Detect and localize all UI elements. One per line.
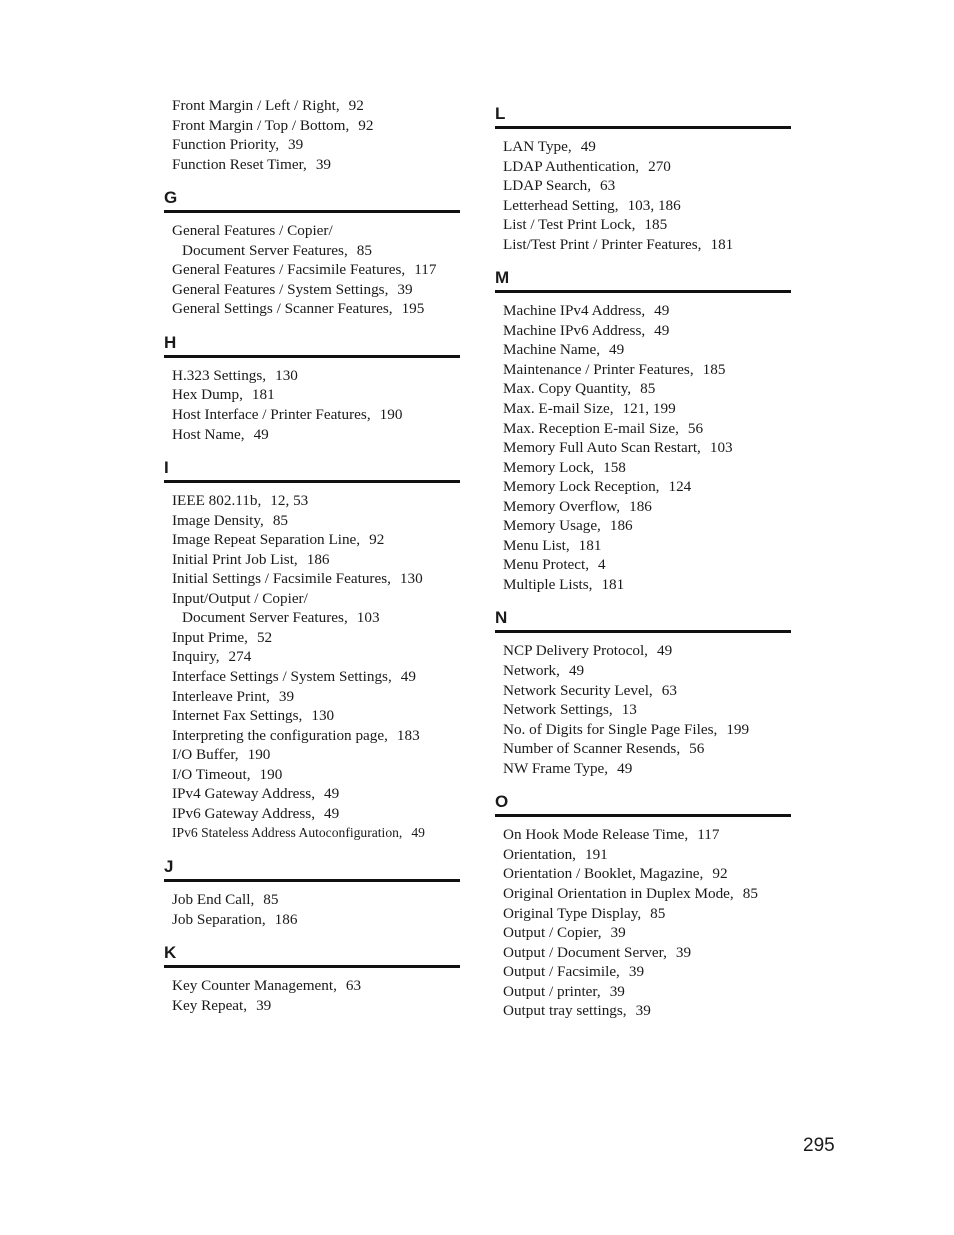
index-section-i: [164, 450, 460, 843]
entry-page-ref: 63: [600, 177, 616, 195]
entry-page-ref: 49: [580, 138, 596, 155]
index-entry-list: [164, 96, 460, 174]
index-entry: [172, 366, 460, 386]
index-entry: [503, 575, 791, 595]
section-header: [164, 450, 460, 483]
index-entry: [503, 739, 791, 759]
index-entry: [503, 641, 791, 661]
entry-term-continuation-text: Document Server Features,: [182, 241, 348, 259]
entry-page-ref: 185: [644, 216, 668, 234]
entry-term: Memory Lock Reception,: [503, 478, 660, 496]
index-entry: [503, 536, 791, 556]
section-letter: M: [495, 268, 510, 288]
entry-term: Network,: [503, 662, 560, 680]
index-entry-list: [164, 366, 460, 444]
index-entry: [503, 419, 791, 439]
index-entry: [172, 996, 460, 1016]
entry-page-ref: 49: [568, 662, 585, 680]
entry-page-ref: 12, 53: [270, 492, 309, 510]
section-header: [495, 784, 791, 817]
entry-page-ref: 85: [356, 241, 372, 259]
index-entry: [172, 745, 460, 765]
index-entry: [503, 497, 791, 517]
entry-term: Menu Protect,: [503, 556, 590, 574]
entry-term: Output / printer,: [503, 982, 601, 1000]
page-number: 295: [803, 1135, 835, 1156]
index-entry: [503, 340, 791, 360]
index-entry: [503, 661, 791, 681]
entry-term: Initial Print Job List,: [172, 550, 298, 568]
entry-page-ref: 49: [400, 668, 416, 686]
index-entry-list: [495, 825, 791, 1020]
entry-page-ref: 195: [401, 300, 425, 318]
entry-page-ref: 103: [356, 609, 380, 627]
entry-term: Hex Dump,: [172, 386, 243, 404]
index-section-continued: [164, 96, 460, 174]
entry-term: General Features / Copier/: [172, 222, 333, 240]
entry-term: Max. E-mail Size,: [503, 400, 614, 418]
index-entry: [172, 765, 460, 785]
index-entry: [503, 516, 791, 536]
entry-term: Job End Call,: [172, 890, 255, 908]
entry-page-ref: 39: [278, 687, 295, 705]
index-entry: [503, 681, 791, 701]
entry-page-ref: 121, 199: [622, 400, 676, 418]
index-entry: [503, 137, 791, 157]
section-letter: G: [164, 188, 178, 208]
entry-term: Output / Document Server,: [503, 943, 667, 961]
entry-page-ref: 190: [259, 765, 283, 783]
index-entry: [503, 215, 791, 235]
entry-term: Input/Output / Copier/: [172, 589, 308, 607]
entry-page-ref: 181: [710, 235, 734, 253]
entry-page-ref: 49: [617, 759, 633, 777]
entry-term: H.323 Settings,: [172, 366, 267, 384]
index-entry: [172, 550, 460, 570]
entry-page-ref: 63: [345, 977, 362, 995]
section-letter: N: [495, 608, 508, 628]
entry-term: Initial Settings / Facsimile Features,: [172, 570, 391, 588]
entry-term: General Features / System Settings,: [172, 280, 389, 298]
entry-page-ref: 39: [315, 155, 332, 173]
section-letter: L: [495, 104, 506, 123]
entry-term: NW Frame Type,: [503, 759, 609, 777]
index-entry: [172, 706, 460, 726]
index-section-n: [495, 600, 791, 778]
index-entry: [172, 589, 460, 628]
section-letter: K: [164, 943, 177, 963]
entry-term: Machine IPv4 Address,: [503, 302, 646, 320]
entry-term: Function Reset Timer,: [172, 155, 307, 173]
entry-term: Menu List,: [503, 536, 570, 554]
entry-page-ref: 92: [369, 531, 385, 549]
entry-term: Function Priority,: [172, 136, 280, 154]
entry-page-ref: 92: [712, 865, 728, 883]
entry-term: Job Separation,: [172, 910, 266, 928]
index-entry: [172, 804, 460, 824]
entry-page-ref: 130: [311, 707, 335, 725]
entry-term: NCP Delivery Protocol,: [503, 642, 648, 660]
entry-term: LDAP Search,: [503, 177, 592, 195]
entry-term: Multiple Lists,: [503, 575, 593, 593]
entry-term: Orientation / Booklet, Magazine,: [503, 865, 704, 883]
entry-page-ref: 130: [399, 570, 423, 588]
entry-term: List/Test Print / Printer Features,: [503, 235, 702, 253]
index-section-j: [164, 849, 460, 929]
index-entry: [503, 923, 791, 943]
entry-term: Orientation,: [503, 845, 576, 863]
entry-page-ref: 39: [256, 996, 272, 1014]
entry-term: Max. Reception E-mail Size,: [503, 419, 679, 437]
entry-page-ref: 181: [578, 536, 602, 554]
entry-page-ref: 85: [650, 904, 666, 922]
index-entry: [503, 720, 791, 740]
entry-term: On Hook Mode Release Time,: [503, 826, 689, 844]
section-letter: H: [164, 332, 177, 352]
index-entry: [503, 321, 791, 341]
index-entry: [503, 176, 791, 196]
index-entry: [503, 864, 791, 884]
entry-term: Interleave Print,: [172, 687, 270, 705]
section-header: [495, 600, 791, 633]
index-section-l: [495, 96, 791, 254]
entry-term: Network Security Level,: [503, 681, 653, 699]
index-entry: [503, 1001, 791, 1021]
entry-page-ref: 39: [628, 963, 645, 981]
entry-term: General Settings / Scanner Features,: [172, 300, 393, 318]
entry-term: Inquiry,: [172, 648, 220, 666]
index-entry: [172, 569, 460, 589]
entry-page-ref: 181: [601, 575, 625, 593]
index-entry-list: [495, 301, 791, 594]
entry-page-ref: 85: [272, 511, 288, 529]
entry-term: LDAP Authentication,: [503, 157, 640, 175]
entry-page-ref: 49: [654, 321, 670, 339]
entry-page-ref: 85: [640, 380, 656, 398]
entry-term: LAN Type,: [503, 138, 572, 155]
entry-page-ref: 130: [275, 366, 298, 384]
entry-page-ref: 185: [702, 360, 726, 378]
entry-term: Front Margin / Left / Right,: [172, 97, 340, 114]
entry-term: List / Test Print Lock,: [503, 216, 636, 234]
index-entry: [503, 759, 791, 779]
entry-page-ref: 39: [397, 280, 413, 298]
entry-term: IPv6 Stateless Address Autoconfiguration,: [172, 825, 403, 841]
index-entry: [172, 299, 460, 319]
index-entry: [172, 628, 460, 648]
index-entry-list: [164, 890, 460, 929]
entry-term: I/O Timeout,: [172, 765, 251, 783]
index-entry: [172, 491, 460, 511]
entry-term: Internet Fax Settings,: [172, 707, 303, 725]
entry-term: Number of Scanner Resends,: [503, 740, 681, 758]
index-entry: [172, 385, 460, 405]
entry-term: IPv6 Gateway Address,: [172, 804, 315, 822]
index-entry: [172, 135, 460, 155]
index-entry: [503, 360, 791, 380]
entry-page-ref: 158: [603, 458, 626, 476]
index-entry: [503, 884, 791, 904]
entry-page-ref: 186: [274, 910, 298, 928]
index-entry: [503, 943, 791, 963]
entry-term: Original Orientation in Duplex Mode,: [503, 884, 734, 902]
entry-term: Image Repeat Separation Line,: [172, 531, 361, 549]
section-header: [164, 180, 460, 213]
section-header: [164, 325, 460, 358]
entry-term-continuation-text: Document Server Features,: [182, 609, 348, 627]
entry-page-ref: 39: [635, 1002, 651, 1020]
section-letter: I: [164, 458, 169, 478]
entry-page-ref: 186: [306, 550, 330, 568]
section-header: [495, 260, 791, 293]
section-header: [164, 849, 460, 882]
entry-term: Host Name,: [172, 425, 245, 443]
index-entry: [172, 784, 460, 804]
index-entry-list: [495, 137, 791, 254]
entry-page-ref: 270: [648, 157, 671, 175]
entry-term: Output / Facsimile,: [503, 963, 620, 981]
entry-page-ref: 92: [358, 116, 374, 134]
entry-page-ref: 186: [629, 497, 652, 515]
entry-page-ref: 183: [396, 726, 420, 744]
entry-page-ref: 39: [610, 924, 626, 942]
index-entry: [503, 438, 791, 458]
index-entry: [503, 157, 791, 177]
index-entry: [172, 667, 460, 687]
entry-term: Original Type Display,: [503, 904, 642, 922]
index-entry: [172, 405, 460, 425]
entry-page-ref: 13: [621, 701, 637, 719]
index-entry: [172, 976, 460, 996]
index-entry: [172, 823, 460, 843]
entry-page-ref: 124: [668, 478, 692, 496]
entry-page-ref: 191: [584, 845, 608, 863]
entry-page-ref: 52: [256, 628, 273, 646]
index-entry: [172, 280, 460, 300]
index-entry: [172, 425, 460, 445]
entry-term: Output / Copier,: [503, 924, 602, 942]
index-entry: [503, 555, 791, 575]
index-column-right: [495, 96, 791, 1027]
entry-page-ref: 85: [742, 884, 758, 902]
index-section-m: [495, 260, 791, 594]
index-entry: [503, 700, 791, 720]
entry-page-ref: 63: [661, 681, 677, 699]
entry-term: Interface Settings / System Settings,: [172, 668, 392, 686]
index-entry: [172, 116, 460, 136]
entry-page-ref: 190: [379, 406, 403, 424]
index-entry-list: [164, 221, 460, 319]
entry-page-ref: 103: [709, 439, 733, 457]
section-letter: O: [495, 792, 509, 812]
index-entry: [172, 511, 460, 531]
entry-page-ref: 39: [288, 136, 304, 154]
entry-page-ref: 39: [609, 982, 625, 1000]
index-entry: [503, 825, 791, 845]
entry-term: Output tray settings,: [503, 1002, 627, 1020]
entry-page-ref: 117: [414, 261, 437, 279]
entry-term: Front Margin / Top / Bottom,: [172, 116, 350, 134]
entry-page-ref: 49: [654, 302, 670, 320]
entry-page-ref: 39: [675, 943, 692, 961]
entry-page-ref: 199: [726, 720, 750, 738]
index-entry: [503, 982, 791, 1002]
index-section-k: [164, 935, 460, 1015]
index-entry: [503, 477, 791, 497]
entry-term: IEEE 802.11b,: [172, 492, 262, 510]
section-header: [164, 935, 460, 968]
entry-page-ref: 103, 186: [627, 196, 681, 214]
entry-term: Network Settings,: [503, 701, 613, 719]
index-entry: [172, 910, 460, 930]
entry-term: Interpreting the configuration page,: [172, 726, 388, 744]
entry-term: Memory Usage,: [503, 517, 601, 535]
entry-page-ref: 49: [609, 341, 625, 359]
index-entry: [172, 726, 460, 746]
entry-term: Memory Lock,: [503, 458, 595, 476]
index-section-h: [164, 325, 460, 444]
entry-term: Key Repeat,: [172, 996, 248, 1014]
index-entry-list: [164, 491, 460, 843]
entry-term: Image Density,: [172, 511, 264, 529]
entry-term: General Features / Facsimile Features,: [172, 261, 406, 279]
entry-term-continuation: [172, 608, 460, 628]
entry-term: Letterhead Setting,: [503, 196, 619, 214]
index-entry: [172, 155, 460, 175]
index-entry: [172, 260, 460, 280]
index-entry: [503, 458, 791, 478]
section-letter: J: [164, 856, 174, 876]
entry-term: Key Counter Management,: [172, 977, 337, 995]
index-entry: [503, 235, 791, 255]
index-entry: [503, 904, 791, 924]
entry-term: Memory Overflow,: [503, 497, 621, 515]
entry-page-ref: 274: [228, 648, 252, 666]
index-entry: [503, 845, 791, 865]
entry-term: Max. Copy Quantity,: [503, 380, 632, 398]
index-entry: [172, 647, 460, 667]
entry-term: Input Prime,: [172, 628, 248, 646]
index-entry: [172, 96, 460, 116]
entry-page-ref: 117: [697, 826, 720, 844]
index-section-g: [164, 180, 460, 319]
entry-page-ref: 49: [253, 425, 269, 443]
entry-page-ref: 56: [689, 740, 705, 758]
entry-term: Memory Full Auto Scan Restart,: [503, 439, 701, 457]
index-section-o: [495, 784, 791, 1020]
index-entry: [172, 890, 460, 910]
entry-term-continuation: [172, 241, 460, 261]
index-entry: [503, 301, 791, 321]
index-entry: [172, 221, 460, 260]
index-entry: [172, 530, 460, 550]
entry-term: Host Interface / Printer Features,: [172, 406, 371, 424]
entry-page-ref: 49: [656, 642, 673, 660]
section-header: [495, 96, 791, 129]
entry-page-ref: 92: [348, 97, 364, 114]
entry-page-ref: 4: [598, 556, 606, 574]
index-entry: [503, 962, 791, 982]
entry-page-ref: 49: [324, 804, 340, 822]
entry-term: No. of Digits for Single Page Files,: [503, 720, 718, 738]
entry-page-ref: 181: [251, 386, 275, 404]
entry-term: Machine IPv6 Address,: [503, 321, 646, 339]
index-entry: [503, 196, 791, 216]
entry-page-ref: 85: [263, 890, 279, 908]
entry-page-ref: 190: [247, 746, 271, 764]
index-entry-list: [164, 976, 460, 1015]
entry-term: IPv4 Gateway Address,: [172, 785, 315, 803]
index-column-left: [164, 96, 460, 1021]
entry-page-ref: 186: [609, 517, 633, 535]
index-entry: [503, 399, 791, 419]
index-entry: [172, 687, 460, 707]
entry-page-ref: 56: [687, 419, 704, 437]
index-entry: [503, 379, 791, 399]
entry-term: I/O Buffer,: [172, 746, 239, 764]
entry-term: Maintenance / Printer Features,: [503, 360, 694, 378]
entry-page-ref: 49: [324, 785, 340, 803]
index-entry-list: [495, 641, 791, 778]
entry-term: Machine Name,: [503, 341, 600, 359]
entry-page-ref: 49: [411, 825, 425, 841]
